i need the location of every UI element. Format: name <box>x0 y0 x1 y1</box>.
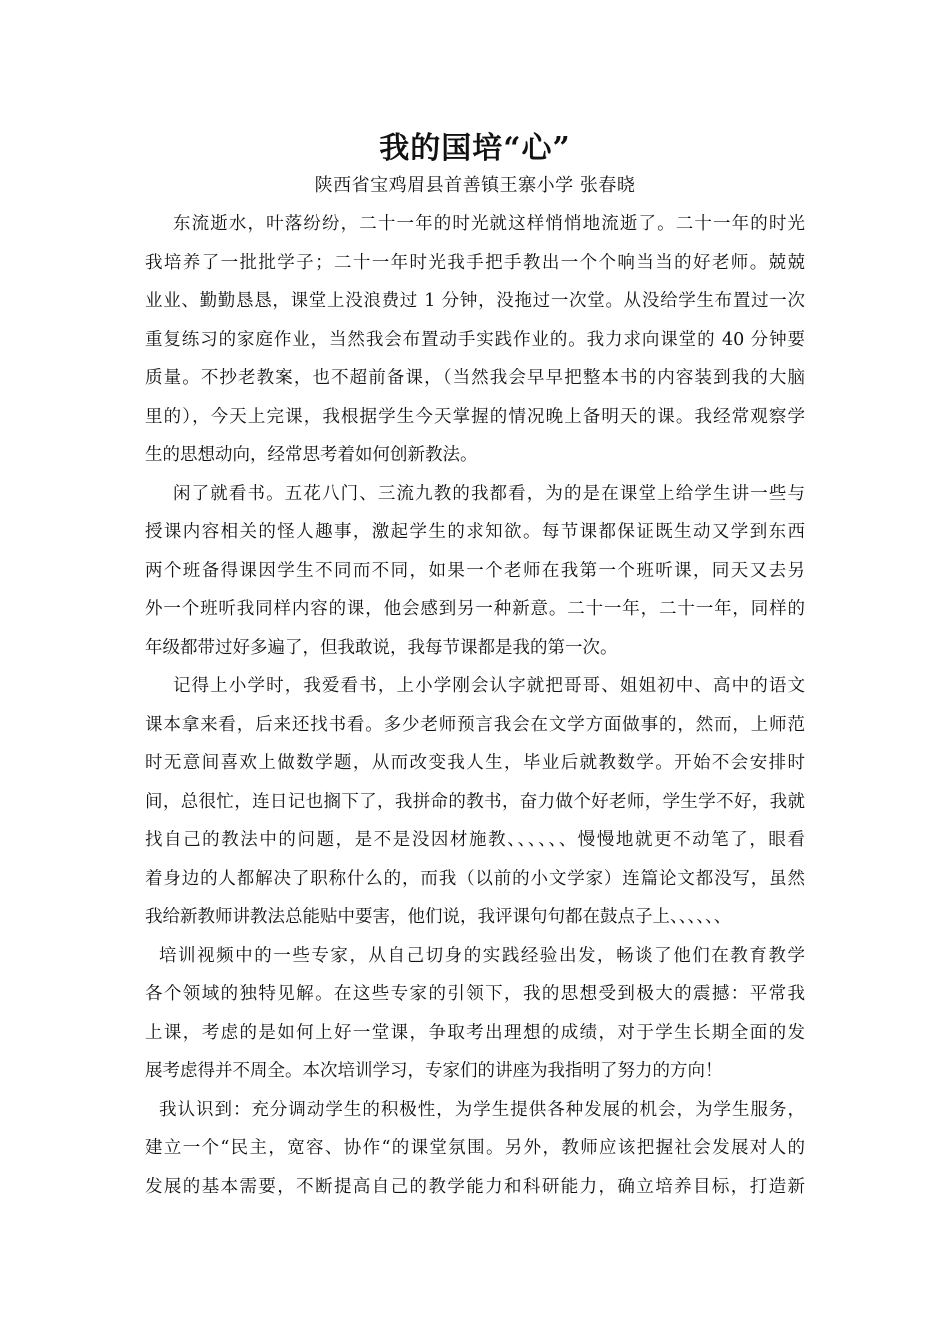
paragraph-line: 闲了就看书。五花八门、三流九教的我都看，为的是在课堂上给学生讲一些与 <box>173 483 805 504</box>
paragraph-line: 找自己的教法中的问题，是不是没因材施教、、、、、、慢慢地就更不动笔了，眼看 <box>145 830 805 850</box>
paragraph-line: 重复练习的家庭作业，当然我会布置动手实践作业的。我力求向课堂的 40 分钟要 <box>145 329 805 350</box>
paragraph-line: 两个班备得课因学生不同而不同，如果一个老师在我第一个班听课，同天又去另 <box>145 560 805 581</box>
document-title: 我的国培“心” <box>379 131 571 166</box>
paragraph-line: 我认识到：充分调动学生的积极性，为学生提供各种发展的机会，为学生服务， <box>159 1099 805 1120</box>
paragraph-line: 展考虑得并不周全。本次培训学习，专家们的讲座为我指明了努力的方向！ <box>145 1061 723 1081</box>
paragraph-line: 里的），今天上完课，我根据学生今天掌握的情况晚上备明天的课。我经常观察学 <box>145 406 805 427</box>
paragraph-line: 发展的基本需要，不断提高自己的教学能力和科研能力，确立培养目标，打造新 <box>145 1176 805 1197</box>
paragraph <box>145 667 805 937</box>
paragraph-line: 授课内容相关的怪人趣事，激起学生的求知欲。每节课都保证既生动又学到东西 <box>145 522 805 542</box>
paragraph-line: 时无意间喜欢上做数学题，从而改变我人生，毕业后就教数学。开始不会安排时 <box>145 753 805 773</box>
document-byline: 陕西省宝鸡眉县首善镇王寨小学 张春晓 <box>314 175 636 196</box>
paragraph-line: 课本拿来看，后来还找书看。多少老师预言我会在文学方面做事的，然而，上师范 <box>145 714 805 735</box>
paragraph <box>145 1091 805 1207</box>
paragraph-line: 我给新教师讲教法总能贴中要害，他们说，我评课句句都在鼓点子上、、、、、、 <box>145 907 732 927</box>
paragraph-line: 我培养了一批批学子；二十一年时光我手把手教出一个个响当当的好老师。兢兢 <box>145 252 805 273</box>
paragraph-line: 着身边的人都解决了职称什么的，而我（以前的小文学家）连篇论文都没写，虽然 <box>145 868 805 889</box>
paragraph-line: 年级都带过好多遍了，但我敢说，我每节课都是我的第一次。 <box>145 637 618 658</box>
paragraph-line: 东流逝水，叶落纷纷，二十一年的时光就这样悄悄地流逝了。二十一年的时光 <box>173 214 805 234</box>
paragraph-line: 质量。不抄老教案，也不超前备课，（当然我会早早把整本书的内容装到我的大脑 <box>145 368 805 388</box>
paragraph-line: 记得上小学时，我爱看书，上小学刚会认字就把哥哥、姐姐初中、高中的语文 <box>173 676 805 696</box>
paragraph-line: 上课，考虑的是如何上好一堂课，争取考出理想的成绩，对于学生长期全面的发 <box>145 1022 805 1043</box>
paragraph <box>145 205 805 475</box>
paragraph-line: 建立一个“民主，宽容、协作“的课堂氛围。另外，教师应该把握社会发展对人的 <box>145 1138 805 1158</box>
paragraph <box>145 937 805 1091</box>
paragraph-line: 业业、勤勤恳恳，课堂上没浪费过 1 分钟，没拖过一次堂。从没给学生布置过一次 <box>145 291 805 311</box>
paragraph-line: 生的思想动向，经常思考着如何创新教法。 <box>145 445 478 465</box>
paragraph-line: 各个领域的独特见解。在这些专家的引领下，我的思想受到极大的震撼：平常我 <box>145 984 805 1004</box>
paragraph-line: 外一个班听我同样内容的课，他会感到另一种新意。二十一年，二十一年，同样的 <box>145 599 805 619</box>
paragraph <box>145 475 805 668</box>
paragraph-line: 培训视频中的一些专家，从自己切身的实践经验出发，畅谈了他们在教育教学 <box>159 945 805 966</box>
document-body <box>145 205 805 1206</box>
paragraph-line: 间，总很忙，连日记也搁下了，我拼命的教书，奋力做个好老师，学生学不好，我就 <box>145 791 805 812</box>
